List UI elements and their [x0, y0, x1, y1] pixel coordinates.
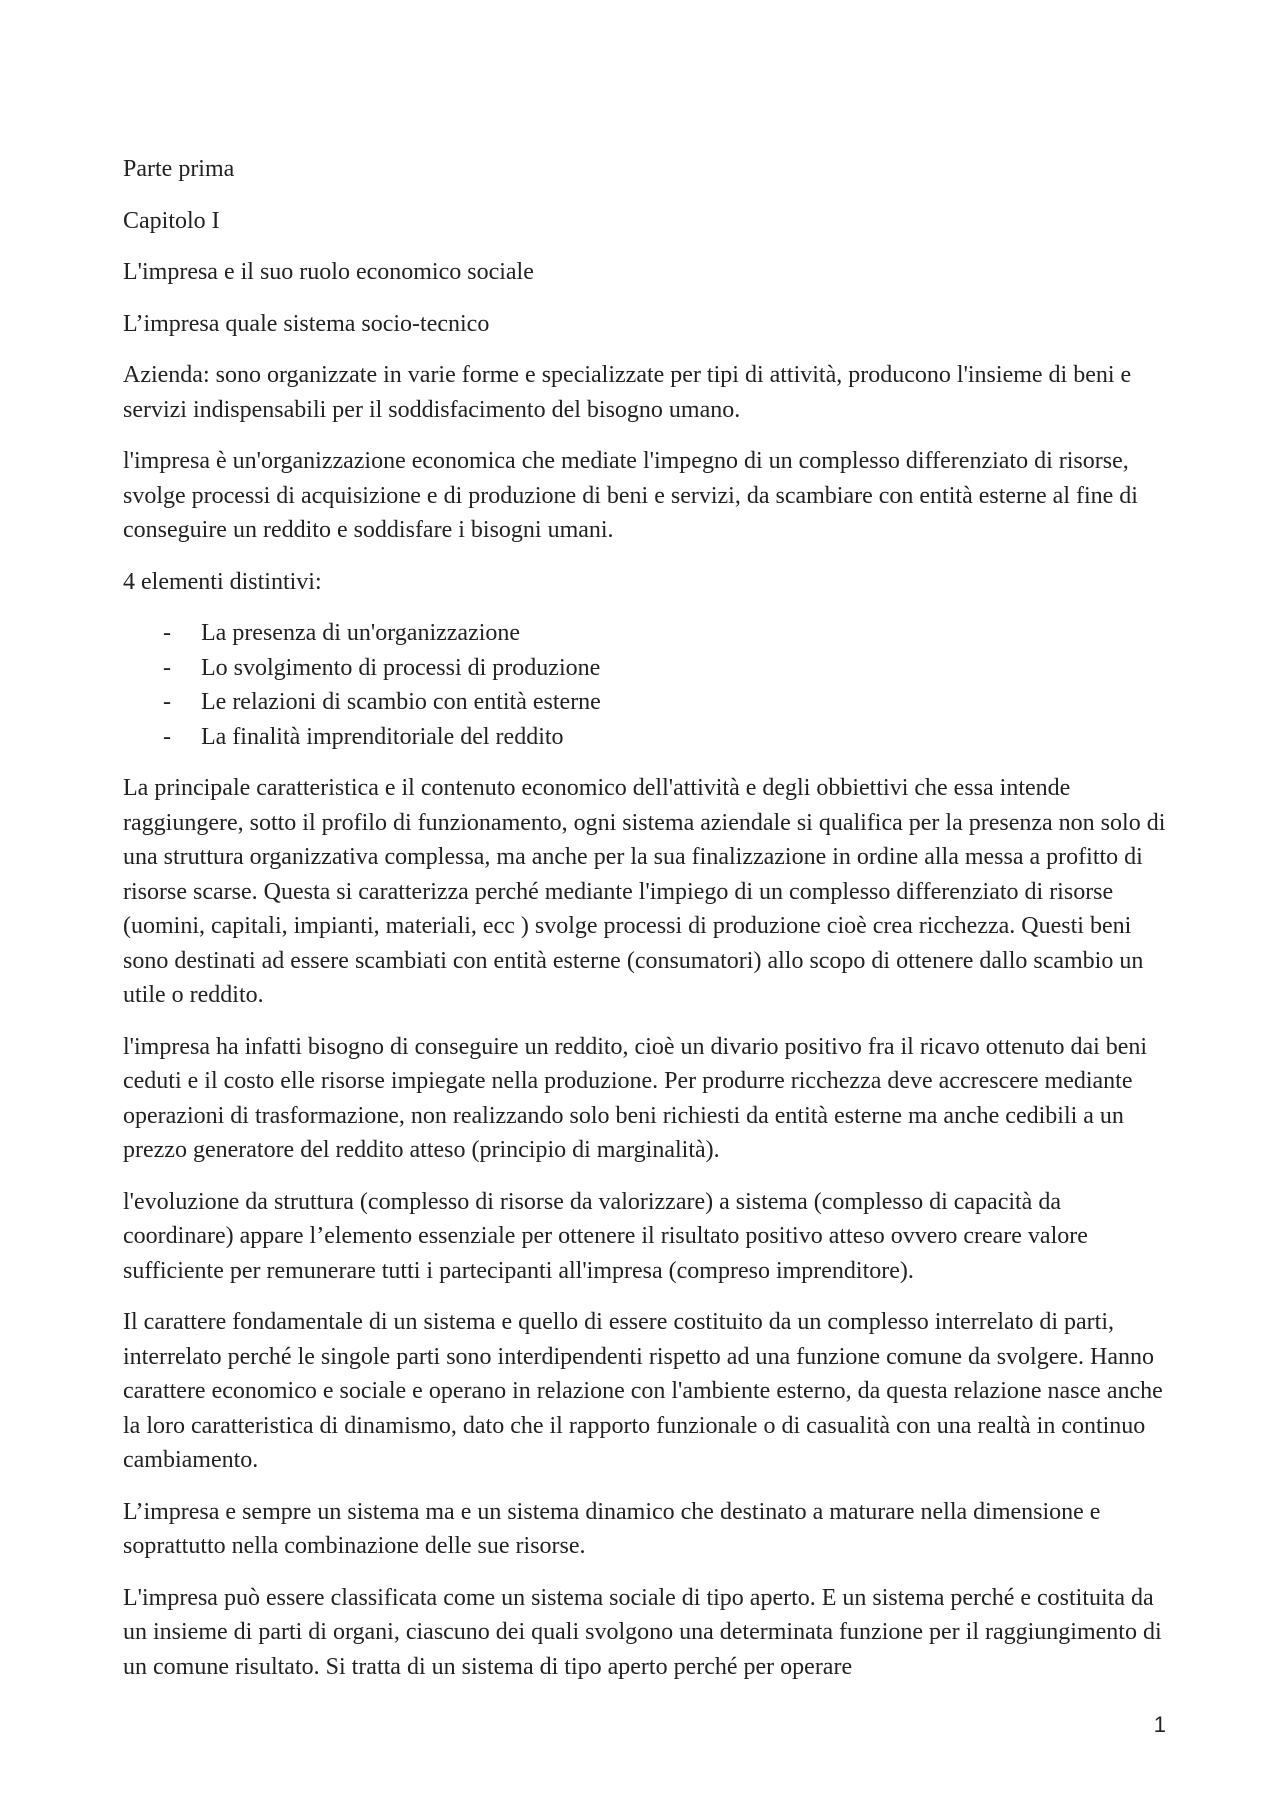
paragraph-main-characteristic: La principale caratteristica e il contenuto economico dell'attività e degli obbiettivi che essa intende raggiungere, sotto il profilo di funzionamento, ogni sistema aziendale si qualifica per la presenza non solo di una struttura organizzativa complessa, ma anche per la sua finalizzazione in ordine alla messa a profitto di risorse scarse. Questa si caratterizza perché mediante l'impiego di un complesso differenziato di risorse (uomini, capitali, impianti, materiali, ecc ) svolge processi di produzione cioè crea ricchezza. Questi beni sono destinati ad essere scambiati con entità esterne (consumatori) allo scopo di ottenere dallo scambio un utile o reddito. — [123, 775, 1166, 1008]
paragraph-evolution: l'evoluzione da struttura (complesso di risorse da valorizzare) a sistema (complesso di capacità da coordinare) appare l’elemento essenziale per ottenere il risultato positivo atteso ovvero creare valore sufficiente per remunerare tutti i partecipanti all'impresa (compreso imprenditore). — [123, 1188, 1088, 1284]
list-item-text: La finalità imprenditoriale del reddito — [201, 723, 564, 750]
paragraph-impresa-definition: l'impresa è un'organizzazione economica che mediate l'impegno di un complesso differenziato di risorse, svolge processi di acquisizione e di produzione di beni e servizi, da scambiare con entità esterne al fine di conseguire un reddito e soddisfare i bisogni umani. — [123, 448, 1138, 543]
list-item — [123, 720, 1168, 755]
chapter-heading: Capitolo I — [123, 207, 220, 234]
page-content — [123, 152, 1168, 1701]
part-heading: Parte prima — [123, 156, 235, 182]
paragraph-azienda: Azienda: sono organizzate in varie forme e specializzate per tipi di attività, producono l'insieme di beni e servizi indispensabili per il soddisfacimento del bisogno umano. — [123, 362, 1132, 423]
paragraph-system-character: Il carattere fondamentale di un sistema e quello di essere costituito da un complesso interrelato di parti, interrelato perché le singole parti sono interdipendenti rispetto ad una funzione comune da svolgere. Hanno carattere economico e sociale e operano in relazione con l'ambiente esterno, da questa relazione nasce anche la loro caratteristica di dinamismo, dato che il rapporto funzionale o di casualità con una realtà in continuo cambiamento. — [123, 1309, 1163, 1473]
list-dash: - — [163, 654, 171, 681]
paragraph-dynamic-system: L’impresa e sempre un sistema ma e un sistema dinamico che destinato a maturare nella dimensione e soprattutto nella combinazione delle sue risorse. — [123, 1498, 1101, 1559]
list-item — [123, 685, 1168, 720]
distinctive-elements-list — [123, 616, 1168, 754]
paragraph-income: l'impresa ha infatti bisogno di conseguire un reddito, cioè un divario positivo fra il ricavo ottenuto dai beni ceduti e il costo elle risorse impiegate nella produzione. Per produrre ricchezza deve accrescere mediante operazioni di trasformazione, non realizzando solo beni richiesti da entità esterne ma anche cedibili a un prezzo generatore del reddito atteso (principio di marginalità). — [123, 1033, 1148, 1163]
list-item — [123, 616, 1168, 651]
paragraph-elements-intro: 4 elementi distintivi: — [123, 568, 322, 595]
list-item-text: La presenza di un'organizzazione — [201, 620, 521, 646]
section-title: L’impresa quale sistema socio-tecnico — [123, 310, 490, 337]
chapter-title: L'impresa e il suo ruolo economico sociale — [123, 259, 534, 285]
list-dash: - — [163, 689, 171, 715]
list-dash: - — [163, 620, 171, 646]
list-item-text: Lo svolgimento di processi di produzione — [201, 654, 601, 681]
list-dash: - — [163, 723, 171, 750]
page-number: 1 — [1153, 1712, 1166, 1737]
list-item — [123, 651, 1168, 686]
list-item-text: Le relazioni di scambio con entità esterne — [201, 689, 601, 715]
paragraph-open-system: L'impresa può essere classificata come un sistema sociale di tipo aperto. E un sistema perché e costituita da un insieme di parti di organi, ciascuno dei quali svolgono una determinata funzione per il raggiungimento di un comune risultato. Si tratta di un sistema di tipo aperto perché per operare — [123, 1584, 1162, 1680]
